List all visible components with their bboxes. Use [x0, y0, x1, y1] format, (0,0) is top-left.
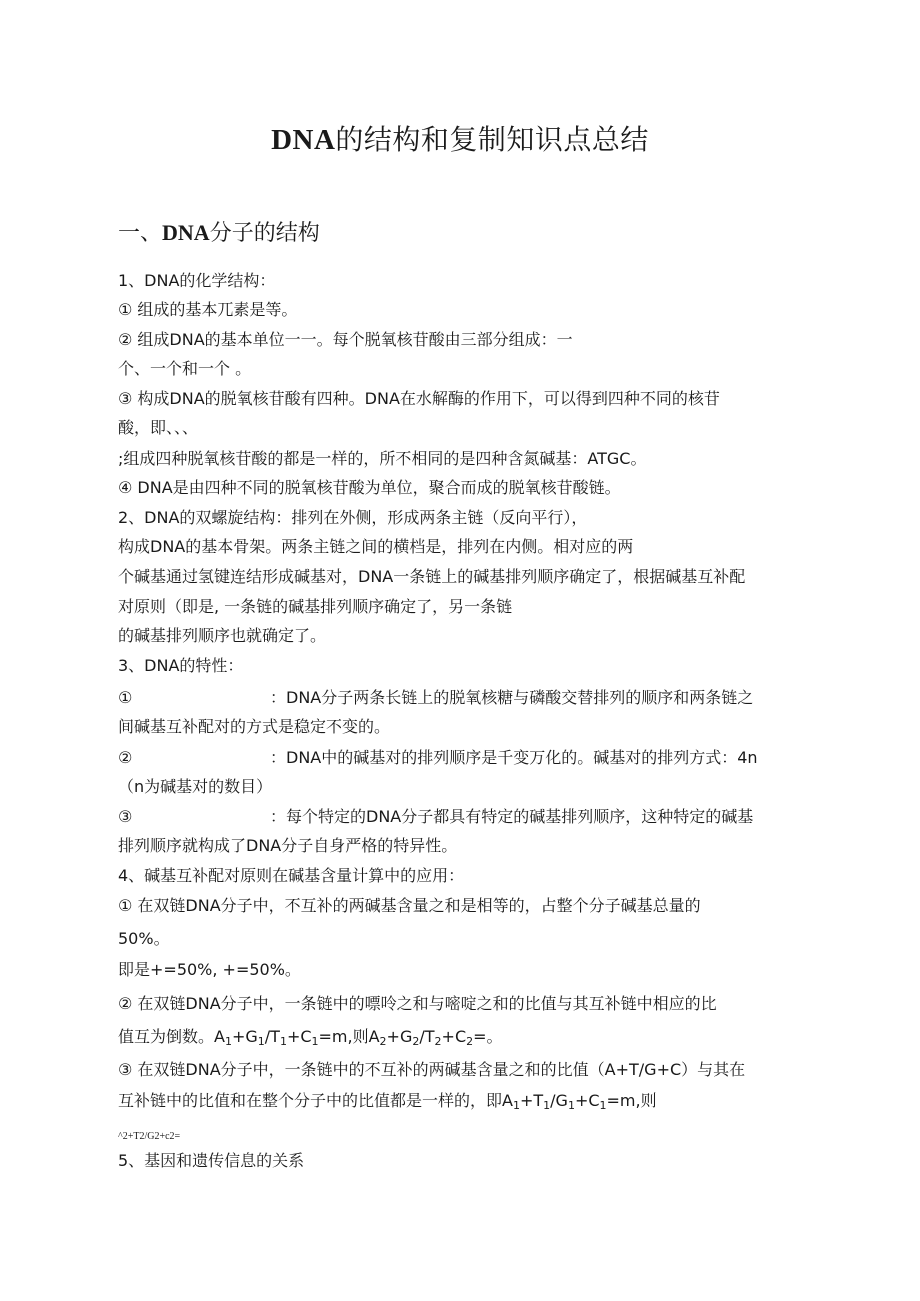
section-heading: [118, 216, 320, 247]
list-marker: ③: [118, 807, 133, 826]
text-line: （n为碱基对的数目）: [118, 777, 273, 796]
list-marker: ①: [118, 688, 133, 707]
title-latin: DNA: [271, 124, 336, 156]
text-line: 5、基因和遗传信息的关系: [118, 1151, 305, 1170]
text-line: 4、碱基互补配对原则在碱基含量计算中的应用：: [118, 866, 465, 885]
text-line: 排列顺序就构成了DNA分子自身严格的特异性。: [118, 836, 458, 855]
text-line: 1、DNA的化学结构：: [118, 271, 276, 290]
text-line: 3、DNA的特性：: [118, 656, 244, 675]
text-line: ① 在双链DNA分子中，不互补的两碱基含量之和是相等的，占整个分子碱基总量的: [118, 896, 701, 915]
section-rest: 分子的结构: [209, 221, 320, 246]
text-line: ：每个特定的DNA分子都具有特定的碱基排列顺序，这种特定的碱基: [270, 807, 754, 826]
text-line: 构成DNA的基本骨架。两条主链之间的横档是，排列在内侧。相对应的两: [118, 537, 634, 556]
text-line: ② 组成DNA的基本单位一一。每个脱氧核苷酸由三部分组成：一: [118, 330, 573, 349]
text-line: 50%。: [118, 929, 170, 948]
text-line: ④ DNA是由四种不同的脱氧核苷酸为单位，聚合而成的脱氧核苷酸链。: [118, 478, 621, 497]
text-line: ① 组成的基本兀素是等。: [118, 300, 298, 319]
section-latin: DNA: [162, 220, 210, 245]
text-line: 即是+=50%, +=50%。: [118, 960, 301, 979]
formula-line: 互补链中的比值和在整个分子中的比值都是一样的，即$A_1+T_1/G_1+C_1=m$,则: [118, 1091, 657, 1112]
section-prefix: 一、: [118, 221, 163, 246]
page-title: [0, 118, 920, 158]
text-line: 间碱基互补配对的方式是稳定不变的。: [118, 717, 391, 736]
text-line: 2、DNA的双螺旋结构：排列在外侧，形成两条主链（反向平行），: [118, 508, 588, 527]
text-line: 酸，即、、、: [118, 418, 199, 437]
text-line: 个、一个和一个 。: [118, 359, 252, 378]
list-marker: ②: [118, 748, 133, 767]
text-line: 对原则（即是, 一条链的碱基排列顺序确定了，另一条链: [118, 597, 513, 616]
title-rest: 的结构和复制知识点总结: [335, 123, 649, 156]
text-line: ③ 在双链DNA分子中，一条链中的不互补的两碱基含量之和的比值（A+T/G+C）与其在: [118, 1060, 746, 1079]
garbled-formula: ^2+T2/G2+c2=: [118, 1131, 181, 1142]
text-line: ② 在双链DNA分子中，一条链中的嘌呤之和与嘧啶之和的比值与其互补链中相应的比: [118, 994, 717, 1013]
text-line: ：DNA中的碱基对的排列顺序是千变万化的。碱基对的排列方式：4n: [270, 748, 758, 767]
text-line: 的碱基排列顺序也就确定了。: [118, 626, 327, 645]
text-line: ③ 构成DNA的脱氧核苷酸有四种。DNA在水解酶的作用下，可以得到四种不同的核苷: [118, 389, 720, 408]
text-line: ：DNA分子两条长链上的脱氧核糖与磷酸交替排列的顺序和两条链之: [270, 688, 754, 707]
text-line: 个碱基通过氢键连结形成碱基对，DNA一条链上的碱基排列顺序确定了，根据碱基互补配: [118, 567, 746, 586]
text-line: ;组成四种脱氧核苷酸的都是一样的，所不相同的是四种含氮碱基：ATGC。: [118, 449, 647, 468]
formula-line: 值互为倒数。$A_1+G_1/T_1+C_1=m$,则$A_2+G_2/T_2+C_2=$。: [118, 1027, 503, 1048]
